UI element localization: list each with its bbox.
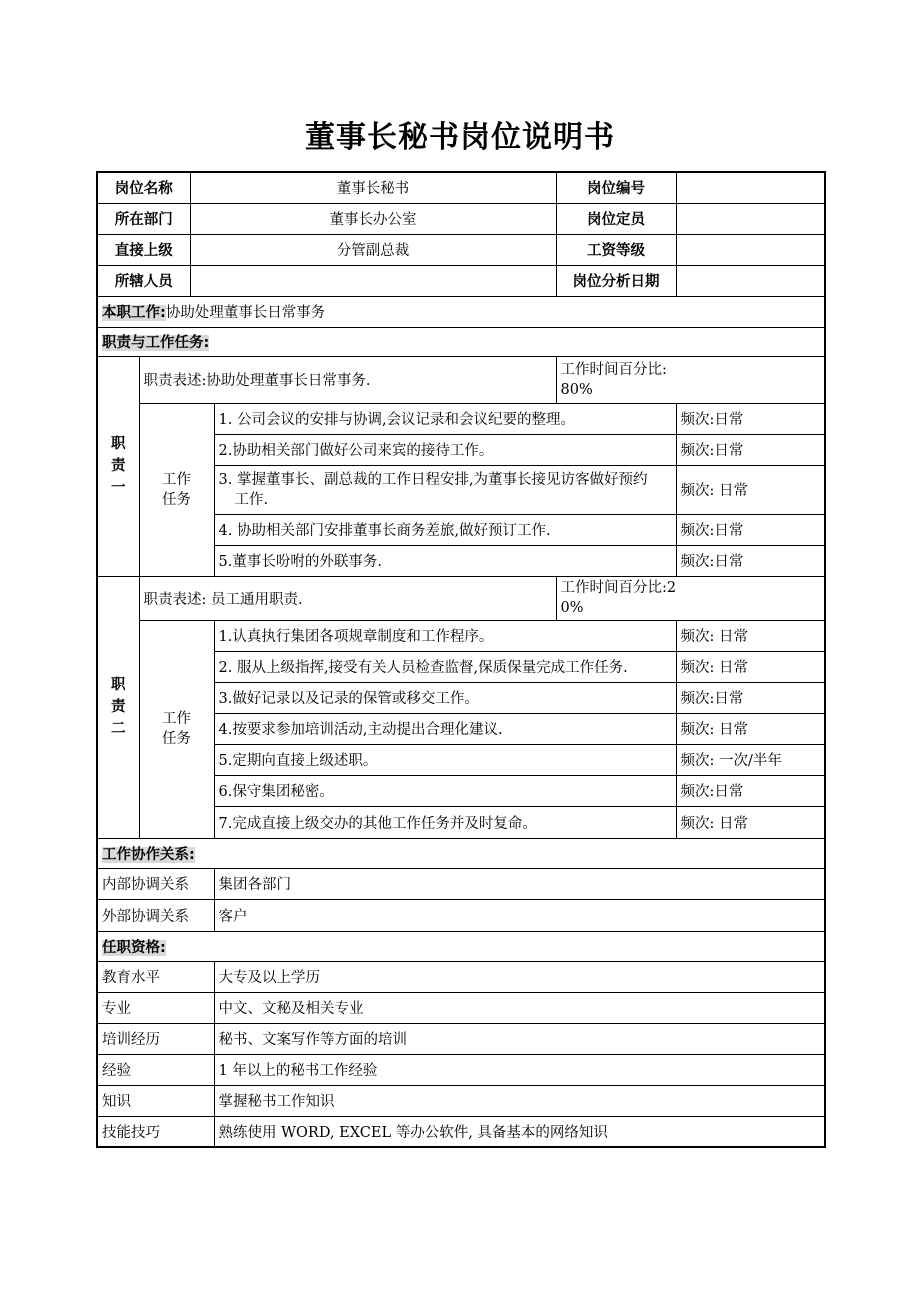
- qualification-label: 技能技巧: [97, 1116, 214, 1147]
- job-code-value: [676, 172, 825, 203]
- page-title: 董事长秘书岗位说明书: [305, 120, 615, 155]
- qualification-header: 任职资格:: [102, 939, 166, 956]
- task-frequency: 频次: 日常: [676, 713, 825, 744]
- cooperation-label: 内部协调关系: [97, 868, 214, 899]
- task-frequency: 频次: 一次/半年: [676, 744, 825, 775]
- task-item: 7.完成直接上级交办的其他工作任务并及时复命。: [214, 806, 676, 838]
- subordinates-label: 所辖人员: [97, 265, 190, 296]
- superior-value: 分管副总裁: [190, 234, 556, 265]
- task-item: 5.董事长吩咐的外联事务.: [214, 545, 676, 576]
- duty1-task-label: 工作 任务: [139, 403, 214, 576]
- task-item: 5.定期向直接上级述职。: [214, 744, 676, 775]
- superior-label: 直接上级: [97, 234, 190, 265]
- headcount-value: [676, 203, 825, 234]
- qualification-value: 中文、文秘及相关专业: [214, 992, 825, 1023]
- task-item: 4.按要求参加培训活动,主动提出合理化建议.: [214, 713, 676, 744]
- duty2-task-label: 工作 任务: [139, 620, 214, 838]
- qualification-label: 知识: [97, 1085, 214, 1116]
- task-frequency: 频次:日常: [676, 514, 825, 545]
- duty2-time-percent: 工作时间百分比:2 0%: [556, 576, 825, 620]
- cooperation-header: 工作协作关系:: [102, 846, 195, 863]
- cooperation-header-row: [97, 838, 825, 868]
- task-item: 2.协助相关部门做好公司来宾的接待工作。: [214, 434, 676, 465]
- qualification-label: 培训经历: [97, 1023, 214, 1054]
- task-frequency: 频次:日常: [676, 682, 825, 713]
- job-code-label: 岗位编号: [556, 172, 676, 203]
- task-frequency: 频次:日常: [676, 434, 825, 465]
- job-name-label: 岗位名称: [97, 172, 190, 203]
- main-work-value: 协助处理董事长日常事务: [165, 305, 326, 321]
- task-item: 4. 协助相关部门安排董事长商务差旅,做好预订工作.: [214, 514, 676, 545]
- task-item: 3.做好记录以及记录的保管或移交工作。: [214, 682, 676, 713]
- subordinates-value: [190, 265, 556, 296]
- task-frequency: 频次:日常: [676, 403, 825, 434]
- task-frequency: 频次: 日常: [676, 465, 825, 514]
- qualification-value: 掌握秘书工作知识: [214, 1085, 825, 1116]
- grade-value: [676, 234, 825, 265]
- cooperation-value: 客户: [214, 899, 825, 931]
- cooperation-value: 集团各部门: [214, 868, 825, 899]
- task-frequency: 频次:日常: [676, 545, 825, 576]
- task-frequency: 频次: 日常: [676, 620, 825, 651]
- qualification-label: 专业: [97, 992, 214, 1023]
- qualification-value: 大专及以上学历: [214, 961, 825, 992]
- qualification-label: 教育水平: [97, 961, 214, 992]
- task-frequency: 频次: 日常: [676, 806, 825, 838]
- qualification-value: 1 年以上的秘书工作经验: [214, 1054, 825, 1085]
- job-name-value: 董事长秘书: [190, 172, 556, 203]
- task-item: 2. 服从上级指挥,接受有关人员检查监督,保质保量完成工作任务.: [214, 651, 676, 682]
- grade-label: 工资等级: [556, 234, 676, 265]
- task-item: 1.认真执行集团各项规章制度和工作程序。: [214, 620, 676, 651]
- duty2-description: 职责表述: 员工通用职责.: [139, 576, 556, 620]
- analysis-date-value: [676, 265, 825, 296]
- qualification-label: 经验: [97, 1054, 214, 1085]
- headcount-label: 岗位定员: [556, 203, 676, 234]
- cooperation-label: 外部协调关系: [97, 899, 214, 931]
- task-frequency: 频次: 日常: [676, 651, 825, 682]
- duty2-label: 职 责 二: [97, 576, 139, 838]
- task-frequency: 频次:日常: [676, 775, 825, 806]
- analysis-date-label: 岗位分析日期: [556, 265, 676, 296]
- duties-header-row: [97, 327, 825, 356]
- duty1-time-percent: 工作时间百分比: 80%: [556, 356, 825, 403]
- dept-label: 所在部门: [97, 203, 190, 234]
- qualification-header-row: [97, 931, 825, 961]
- duties-header: 职责与工作任务:: [102, 335, 210, 351]
- qualification-value: 熟练使用 WORD, EXCEL 等办公软件, 具备基本的网络知识: [214, 1116, 825, 1147]
- dept-value: 董事长办公室: [190, 203, 556, 234]
- task-item: 1. 公司会议的安排与协调,会议记录和会议纪要的整理。: [214, 403, 676, 434]
- qualification-value: 秘书、文案写作等方面的培训: [214, 1023, 825, 1054]
- task-item: 6.保守集团秘密。: [214, 775, 676, 806]
- job-description-table: [96, 171, 826, 1148]
- duty1-description: 职责表述:协助处理董事长日常事务.: [139, 356, 556, 403]
- duty1-label: 职 责 一: [97, 356, 139, 576]
- main-work-label: 本职工作:: [102, 305, 166, 321]
- main-work-row: [97, 296, 825, 327]
- task-item: 3. 掌握董事长、副总裁的工作日程安排,为董事长接见访客做好预约 工作.: [214, 465, 676, 514]
